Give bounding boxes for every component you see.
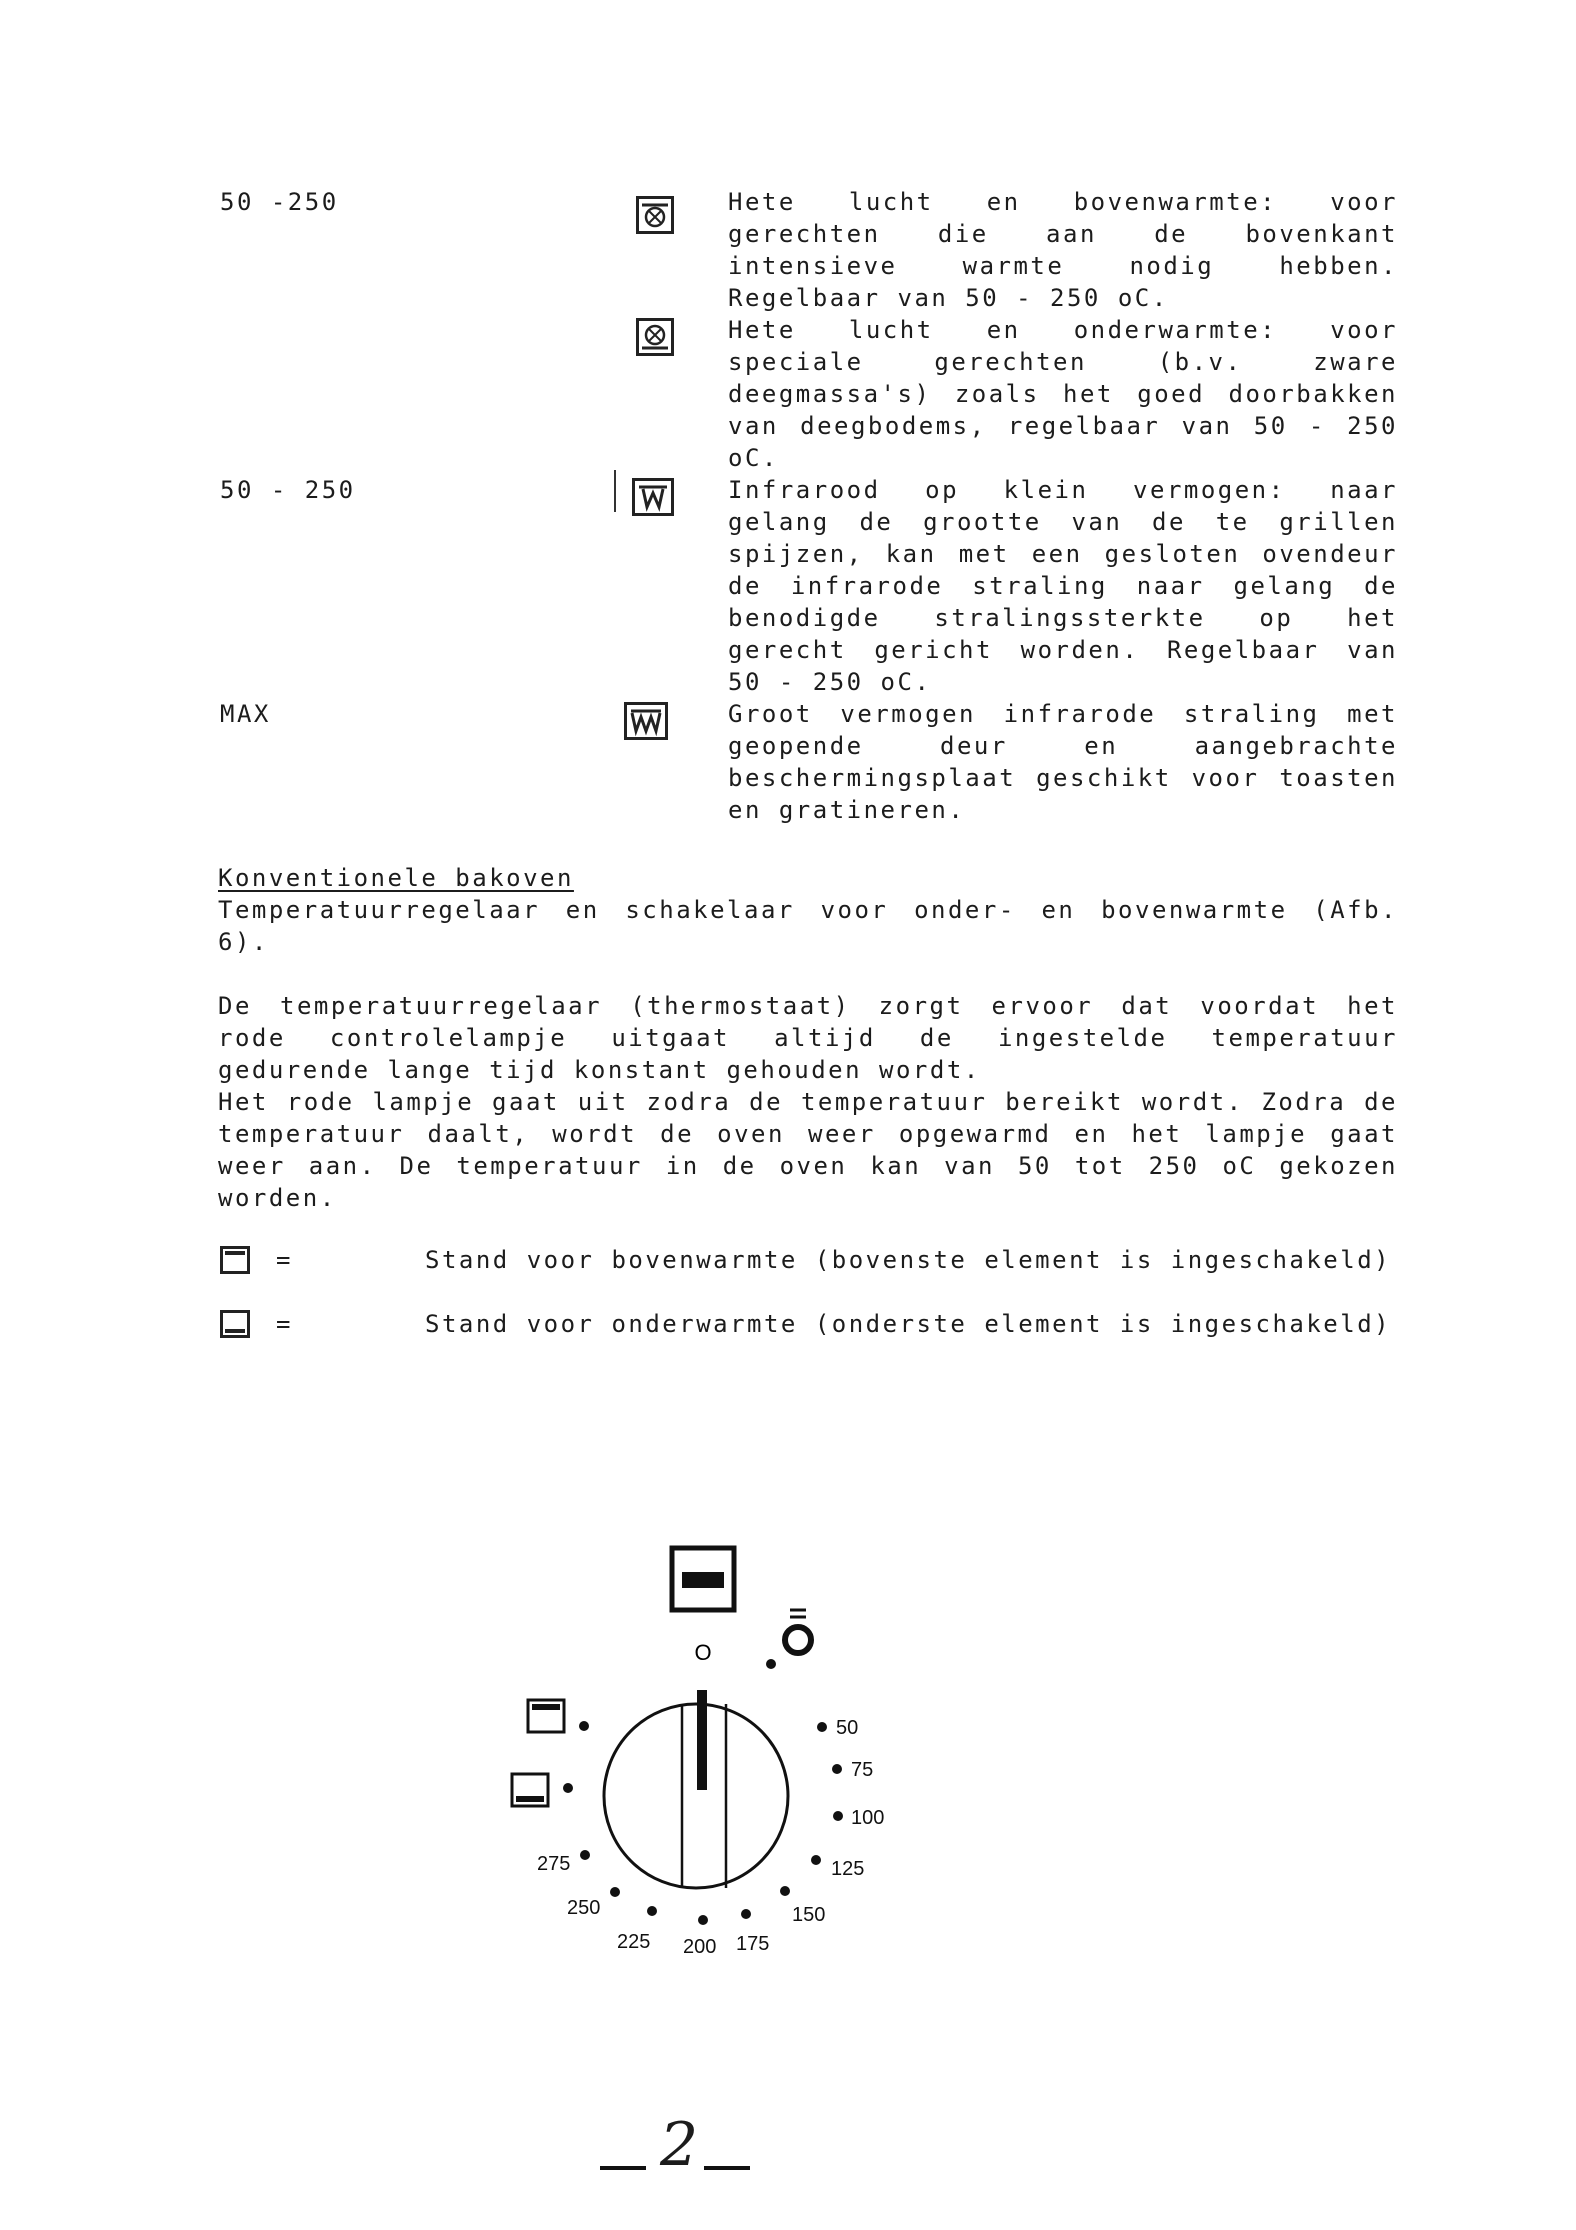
temp-label-125: 125 <box>831 1858 865 1880</box>
temp-label-100: 100 <box>851 1807 885 1829</box>
symbol-description: Stand voor bovenwarmte (bovenste element is ingeschakeld) <box>425 1246 1392 1274</box>
temp-dot-125 <box>811 1855 821 1865</box>
lamp-icon <box>766 1610 811 1669</box>
setting-description: Infrarood op klein vermogen: naar gelang de grootte van de te grillen spijzen, kan met een gesloten ovendeur de infrarode straling naar gelang de benodigde stralingssterkte op het gerecht gericht worden. Regelbaar van 50 - 250 oC. <box>728 476 1398 696</box>
setting-range: 50 - 250 <box>220 476 356 504</box>
setting-description: Hete lucht en bovenwarmte: voor gerechten die aan de bovenkant intensieve warmte nodig hebben. Regelbaar van 50 - 250 oC. <box>728 188 1398 312</box>
page-number: 2 <box>660 2110 699 2180</box>
temp-label-175: 175 <box>736 1933 770 1955</box>
body-paragraph: De temperatuurregelaar (thermostaat) zorgt ervoor dat voordat het rode controlelampje uitgaat altijd de ingestelde temperatuur gedurende lange tijd konstant gehouden wordt. Het rode lampje gaat uit zodra de temperatuur bereikt wordt. Zodra de temperatuur daalt, wordt de oven weer opgewarmd en het lampje gaat weer aan. De temperatuur in de oven kan van 50 tot 250 oC gekozen worden. <box>218 992 1398 1212</box>
setting-description: Groot vermogen infrarode straling met geopende deur en aangebrachte beschermingsplaat geschikt voor toasten en gratineren. <box>728 700 1398 824</box>
page-number-dash-left <box>600 2166 646 2170</box>
dial-bottom-heat-icon <box>512 1774 573 1806</box>
temperature-knob[interactable] <box>604 1690 788 1888</box>
temp-dot-150 <box>780 1886 790 1896</box>
setting-range: 50 -250 <box>220 188 339 216</box>
temp-label-150: 150 <box>792 1904 826 1926</box>
oven-off-icon <box>672 1548 734 1610</box>
dial-top-heat-icon <box>528 1700 589 1732</box>
temp-dot-50 <box>817 1722 827 1732</box>
equals-sign: = <box>276 1310 293 1338</box>
temp-dot-200 <box>698 1915 708 1925</box>
temp-label-50: 50 <box>836 1717 859 1739</box>
temp-label-225: 225 <box>617 1931 651 1953</box>
temp-dot-225 <box>647 1906 657 1916</box>
temp-dot-175 <box>741 1909 751 1919</box>
dial-off-label: O <box>694 1640 712 1665</box>
section-heading: Konventionele bakoven <box>218 864 574 892</box>
setting-description: Hete lucht en onderwarmte: voor speciale gerechten (b.v. zware deegmassa's) zoals het goed doorbakken van deegbodems, regelbaar van 50 - 250 oC. <box>728 316 1398 472</box>
page-number-dash-right <box>704 2166 750 2170</box>
temp-dot-275 <box>580 1850 590 1860</box>
temp-label-275: 275 <box>537 1853 571 1875</box>
temp-label-200: 200 <box>683 1936 717 1958</box>
temp-dot-75 <box>832 1764 842 1774</box>
temp-dot-100 <box>833 1811 843 1821</box>
symbol-description: Stand voor onderwarmte (onderste element is ingeschakeld) <box>425 1310 1392 1338</box>
setting-range: MAX <box>220 700 271 728</box>
temp-label-75: 75 <box>851 1759 874 1781</box>
temp-dot-250 <box>610 1887 620 1897</box>
equals-sign: = <box>276 1246 293 1274</box>
temp-label-250: 250 <box>567 1897 601 1919</box>
intro-paragraph: Temperatuurregelaar en schakelaar voor onder- en bovenwarmte (Afb. 6). <box>218 896 1398 956</box>
